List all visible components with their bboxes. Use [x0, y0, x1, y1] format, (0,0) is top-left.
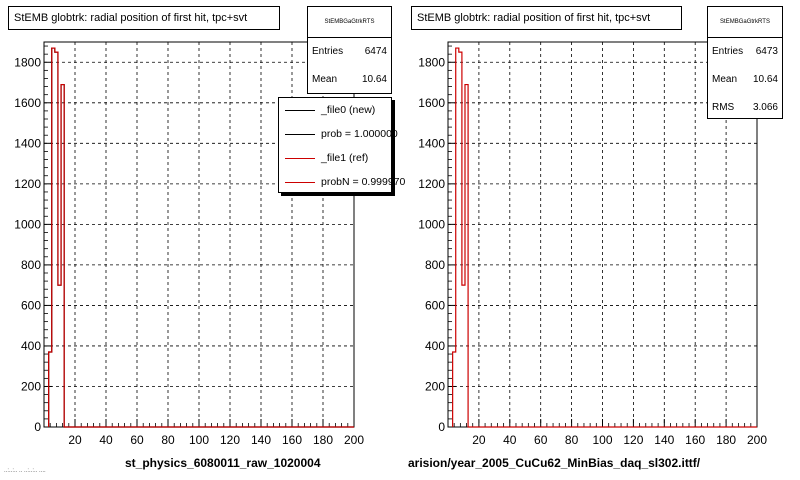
right-x-tick-label: 160 — [685, 433, 706, 447]
legend-entry — [279, 122, 398, 146]
left-x-tick-label: 160 — [281, 433, 303, 447]
left-stats-entries-value: 6474 — [364, 46, 387, 57]
left-y-tick-label: 1800 — [14, 55, 41, 70]
right-stats-rms-value: 3.066 — [752, 102, 778, 113]
left-y-tick-label: 1200 — [14, 176, 41, 191]
left-x-tick-label: 180 — [312, 433, 334, 447]
right-stats-row-mean — [708, 66, 782, 94]
left-x-tick-label: 80 — [161, 433, 175, 447]
right-x-axis-title: arision/year_2005_CuCu62_MinBias_daq_sl302.ittf/ — [408, 456, 701, 470]
right-x-tick-label: 200 — [746, 433, 768, 447]
right-x-tick-label: 40 — [503, 433, 517, 447]
left-stats-box — [307, 6, 392, 94]
left-x-tick-label: 20 — [68, 433, 82, 447]
left-x-tick-label: 200 — [343, 433, 365, 447]
right-stats-row-rms — [708, 94, 782, 122]
legend-line-black — [285, 134, 315, 135]
right-y-tick-label: 200 — [424, 379, 445, 394]
legend-label: prob = 1.000000 — [321, 128, 398, 140]
right-y-tick-label: 1400 — [418, 136, 445, 151]
left-y-tick-label: 1000 — [14, 217, 41, 232]
left-y-tick-label: 0 — [34, 420, 41, 434]
legend-label: _file0 (new) — [321, 104, 376, 116]
left-x-tick-label: 40 — [99, 433, 113, 447]
left-x-tick-label: 100 — [188, 433, 210, 447]
legend-line-black — [285, 110, 315, 111]
legend-entry — [279, 146, 391, 170]
legend-entry — [279, 98, 391, 122]
left-x-tick-label: 140 — [250, 433, 272, 447]
legend-line-red — [285, 182, 315, 183]
right-y-tick-label: 600 — [424, 298, 445, 313]
left-stats-mean-value: 10.64 — [361, 74, 387, 85]
left-y-tick-label: 1400 — [14, 136, 41, 151]
left-legend — [278, 97, 406, 193]
right-y-tick-label: 1600 — [418, 95, 445, 110]
left-y-tick-label: 400 — [20, 338, 41, 353]
legend-label: probN = 0.999970 — [321, 176, 406, 188]
right-stats-box — [707, 6, 783, 119]
left-x-axis-title: st_physics_6080011_raw_1020004 — [125, 456, 321, 470]
left-y-tick-label: 1600 — [14, 95, 41, 110]
left-x-tick-label: 60 — [130, 433, 144, 447]
legend-line-red — [285, 158, 315, 159]
right-x-tick-label: 120 — [623, 433, 644, 447]
right-stats-entries-value: 6473 — [755, 46, 778, 57]
right-y-tick-label: 1000 — [418, 217, 445, 232]
left-stats-mean-label: Mean — [312, 74, 338, 85]
legend-entry — [279, 170, 406, 194]
right-y-tick-label: 1800 — [418, 55, 445, 70]
left-y-tick-label: 200 — [20, 379, 41, 394]
right-x-tick-label: 60 — [534, 433, 548, 447]
legend-label: _file1 (ref) — [321, 152, 369, 164]
right-x-tick-label: 100 — [592, 433, 613, 447]
right-x-tick-label: 140 — [654, 433, 675, 447]
right-plot-title-text: StEMB globtrk: radial position of first hit, tpc+svt — [417, 12, 651, 24]
right-y-tick-label: 800 — [424, 257, 445, 272]
left-plot-title — [8, 6, 280, 30]
left-stats-row-entries — [308, 38, 391, 66]
left-plot-title-text: StEMB globtrk: radial position of first hit, tpc+svt — [14, 12, 248, 24]
right-y-tick-label: 1200 — [418, 176, 445, 191]
right-stats-row-entries — [708, 38, 782, 66]
right-x-tick-label: 20 — [472, 433, 486, 447]
right-stats-mean-label: Mean — [712, 74, 738, 85]
right-x-tick-label: 80 — [564, 433, 579, 447]
right-stats-entries-label: Entries — [712, 46, 744, 57]
right-stats-name: StEMBGaGtrkRTS — [708, 7, 782, 38]
right-stats-rms-label: RMS — [712, 102, 735, 113]
right-y-tick-label: 0 — [438, 420, 445, 434]
left-y-tick-label: 800 — [20, 257, 41, 272]
left-y-tick-label: 600 — [20, 298, 41, 313]
right-x-tick-label: 180 — [716, 433, 737, 447]
right-plot-title — [411, 6, 682, 30]
left-stats-entries-label: Entries — [312, 46, 344, 57]
footer-text: ..:..:.. .. ..:..:.. .... — [4, 468, 46, 474]
left-stats-name: StEMBGaGtrkRTS — [308, 7, 391, 38]
left-x-tick-label: 120 — [219, 433, 241, 447]
left-stats-row-mean — [308, 66, 391, 94]
right-stats-mean-value: 10.64 — [752, 74, 778, 85]
right-y-tick-label: 400 — [424, 338, 445, 353]
